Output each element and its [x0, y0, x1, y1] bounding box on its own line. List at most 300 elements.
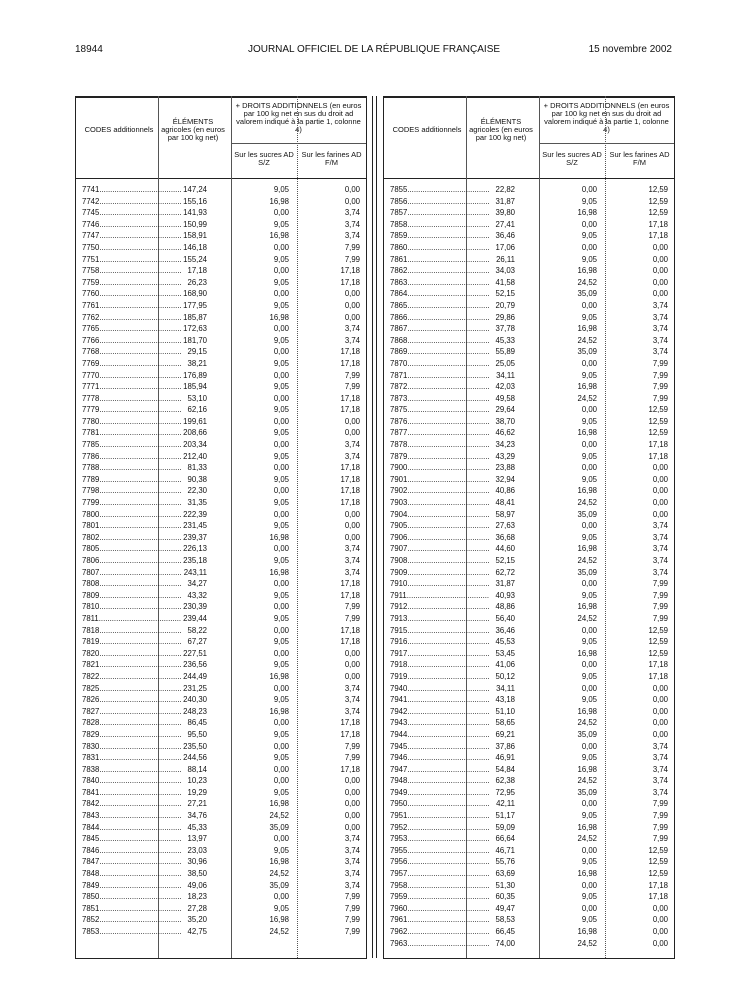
table-row [76, 868, 366, 880]
row-elements: 235,50 [183, 741, 207, 751]
row-elements: 155,24 [183, 254, 207, 264]
row-sucres: 9,05 [273, 695, 289, 705]
row-code: 7902...................................... [390, 486, 490, 496]
row-sucres: 24,52 [577, 938, 597, 948]
row-sucres: 0,00 [581, 219, 597, 229]
row-code: 7778...................................... [82, 393, 182, 403]
row-code: 7941...................................... [390, 695, 490, 705]
row-farines: 3,74 [344, 880, 360, 890]
row-sucres: 16,98 [577, 208, 597, 218]
row-elements: 52,15 [495, 556, 515, 565]
row-sucres: 16,98 [577, 486, 597, 496]
row-code: 7838...................................... [82, 764, 182, 774]
row-farines: 17,18 [340, 474, 360, 484]
row-farines: 12,59 [648, 416, 668, 426]
row-farines: 17,18 [340, 590, 360, 600]
row-elements: 35,20 [187, 915, 207, 925]
table-body [384, 184, 674, 949]
row-elements: 231,45 [183, 521, 207, 531]
row-elements: 46,71 [495, 845, 515, 855]
row-farines: 0,00 [344, 660, 360, 670]
table-row [76, 532, 366, 544]
table-row [76, 265, 366, 277]
row-elements: 50,12 [495, 671, 515, 681]
table-row [76, 381, 366, 393]
row-code: 7845...................................... [82, 834, 182, 844]
row-farines: 3,74 [652, 335, 668, 345]
row-code: 7908...................................... [390, 556, 490, 565]
row-farines: 3,74 [652, 300, 668, 310]
table-row [384, 601, 674, 613]
table-row [76, 845, 366, 857]
table-row [384, 288, 674, 300]
row-code: 7830...................................... [82, 741, 182, 751]
table-row [384, 543, 674, 555]
row-farines: 3,74 [344, 706, 360, 716]
row-code: 7801...................................... [82, 521, 182, 531]
row-elements: 239,44 [183, 613, 207, 623]
row-sucres: 0,00 [273, 416, 289, 426]
row-elements: 58,65 [495, 718, 515, 728]
row-sucres: 16,98 [577, 602, 597, 612]
table-row [76, 474, 366, 486]
row-code: 7798...................................... [82, 486, 182, 496]
row-code: 7919...................................... [390, 671, 490, 681]
row-code: 7952...................................... [390, 822, 490, 832]
row-farines: 12,59 [648, 625, 668, 635]
table-row [384, 520, 674, 532]
row-sucres: 9,05 [273, 277, 289, 287]
row-code: 7856...................................... [390, 196, 490, 206]
table-row [76, 184, 366, 196]
row-elements: 66,64 [495, 834, 515, 844]
row-elements: 31,35 [187, 498, 207, 508]
row-elements: 39,80 [495, 208, 515, 218]
row-sucres: 16,98 [269, 706, 289, 716]
row-code: 7858...................................... [390, 219, 490, 229]
row-elements: 59,09 [495, 822, 515, 832]
row-farines: 17,18 [340, 463, 360, 473]
table-row [384, 474, 674, 486]
row-code: 7745...................................... [82, 208, 182, 218]
table-row [384, 613, 674, 625]
row-code: 7955...................................... [390, 845, 490, 855]
row-elements: 244,49 [183, 671, 207, 681]
row-code: 7840...................................... [82, 776, 182, 786]
row-farines: 0,00 [652, 463, 668, 473]
row-sucres: 9,05 [581, 254, 597, 264]
row-farines: 17,18 [648, 219, 668, 229]
table-row [76, 370, 366, 382]
row-code: 7864...................................... [390, 289, 490, 299]
row-farines: 3,74 [344, 451, 360, 461]
row-elements: 147,24 [183, 185, 207, 194]
row-elements: 32,94 [495, 474, 515, 484]
row-farines: 12,59 [648, 869, 668, 879]
row-farines: 0,00 [652, 254, 668, 264]
row-farines: 3,74 [344, 556, 360, 565]
row-farines: 3,74 [652, 753, 668, 763]
row-sucres: 9,05 [273, 382, 289, 392]
table-row [76, 242, 366, 254]
row-sucres: 0,00 [273, 463, 289, 473]
row-code: 7843...................................... [82, 811, 182, 821]
row-elements: 55,76 [495, 857, 515, 867]
table-row [384, 300, 674, 312]
row-sucres: 24,52 [577, 393, 597, 403]
row-sucres: 9,05 [273, 300, 289, 310]
row-farines: 0,00 [652, 486, 668, 496]
row-code: 7759...................................... [82, 277, 182, 287]
codes-header: CODES additionnels [84, 125, 154, 134]
row-farines: 0,00 [344, 811, 360, 821]
row-code: 7831...................................... [82, 753, 182, 763]
column-separator [372, 96, 377, 958]
row-farines: 17,18 [648, 671, 668, 681]
row-code: 7942...................................... [390, 706, 490, 716]
row-code: 7900...................................... [390, 463, 490, 473]
row-farines: 0,00 [652, 915, 668, 925]
table-row [384, 335, 674, 347]
table-row [384, 207, 674, 219]
row-sucres: 24,52 [577, 613, 597, 623]
row-elements: 222,39 [183, 509, 207, 519]
row-elements: 44,60 [495, 544, 515, 554]
row-code: 7811...................................... [82, 613, 182, 623]
row-elements: 243,11 [183, 567, 207, 577]
table-row [384, 810, 674, 822]
table-row [76, 451, 366, 463]
row-farines: 3,74 [652, 776, 668, 786]
row-sucres: 0,00 [581, 185, 597, 194]
row-sucres: 24,52 [269, 811, 289, 821]
row-sucres: 0,00 [273, 602, 289, 612]
row-sucres: 9,05 [581, 370, 597, 380]
table-row [76, 706, 366, 718]
row-sucres: 9,05 [581, 532, 597, 542]
row-elements: 62,72 [495, 567, 515, 577]
row-elements: 42,03 [495, 382, 515, 392]
row-code: 7916...................................... [390, 637, 490, 647]
row-code: 7800...................................... [82, 509, 182, 519]
row-code: 7860...................................... [390, 242, 490, 252]
row-elements: 34,11 [496, 370, 515, 380]
row-farines: 0,00 [652, 498, 668, 508]
row-sucres: 35,09 [577, 787, 597, 797]
row-elements: 72,95 [495, 787, 515, 797]
table-row [76, 659, 366, 671]
row-farines: 0,00 [652, 927, 668, 936]
table-row [384, 648, 674, 660]
row-farines: 0,00 [652, 242, 668, 252]
row-farines: 3,74 [344, 683, 360, 693]
row-farines: 17,18 [648, 231, 668, 241]
row-code: 7779...................................... [82, 405, 182, 415]
row-code: 7828...................................... [82, 718, 182, 728]
row-code: 7870...................................... [390, 358, 490, 368]
row-sucres: 0,00 [273, 544, 289, 554]
row-sucres: 0,00 [273, 579, 289, 589]
row-sucres: 9,05 [581, 637, 597, 647]
row-code: 7877...................................... [390, 428, 490, 438]
row-elements: 58,53 [495, 915, 515, 925]
row-code: 7878...................................... [390, 440, 490, 450]
row-farines: 7,99 [652, 799, 668, 809]
row-code: 7947...................................... [390, 764, 490, 774]
row-sucres: 0,00 [581, 903, 597, 913]
row-sucres: 9,05 [273, 613, 289, 623]
table-row [384, 532, 674, 544]
row-elements: 26,23 [187, 277, 207, 287]
row-farines: 7,99 [652, 382, 668, 392]
row-code: 7953...................................... [390, 834, 490, 844]
row-sucres: 16,98 [577, 648, 597, 658]
row-elements: 146,18 [183, 242, 207, 252]
table-row [76, 196, 366, 208]
table-body [76, 184, 366, 938]
row-sucres: 24,52 [577, 498, 597, 508]
row-code: 7956...................................... [390, 857, 490, 867]
table-row [384, 439, 674, 451]
table-row [76, 601, 366, 613]
row-sucres: 9,05 [581, 474, 597, 484]
row-sucres: 0,00 [273, 892, 289, 902]
table-row [384, 485, 674, 497]
row-code: 7846...................................... [82, 845, 182, 855]
row-sucres: 9,05 [581, 196, 597, 206]
table-row [384, 393, 674, 405]
table-row [76, 798, 366, 810]
row-code: 7841...................................... [82, 787, 182, 797]
row-elements: 37,78 [495, 324, 515, 334]
table-row [76, 497, 366, 509]
row-code: 7875...................................... [390, 405, 490, 415]
row-code: 7829...................................... [82, 729, 182, 739]
row-elements: 26,11 [496, 254, 515, 264]
row-sucres: 9,05 [273, 185, 289, 194]
row-sucres: 0,00 [581, 405, 597, 415]
row-elements: 90,38 [187, 474, 207, 484]
row-elements: 40,86 [495, 486, 515, 496]
row-elements: 49,06 [187, 880, 207, 890]
table-row [76, 648, 366, 660]
row-code: 7761...................................... [82, 300, 182, 310]
table-row [76, 741, 366, 753]
table-row [384, 694, 674, 706]
row-sucres: 9,05 [581, 590, 597, 600]
table-row [384, 370, 674, 382]
row-farines: 0,00 [652, 266, 668, 276]
row-sucres: 16,98 [577, 869, 597, 879]
row-code: 7766...................................... [82, 335, 182, 345]
table-row [76, 926, 366, 938]
row-sucres: 35,09 [577, 509, 597, 519]
table-row [76, 787, 366, 799]
row-elements: 203,34 [183, 440, 207, 450]
row-sucres: 16,98 [269, 857, 289, 867]
row-code: 7946...................................... [390, 753, 490, 763]
row-farines: 0,00 [652, 695, 668, 705]
row-sucres: 9,05 [273, 729, 289, 739]
row-sucres: 16,98 [269, 312, 289, 322]
row-code: 7862...................................... [390, 266, 490, 276]
row-sucres: 0,00 [581, 579, 597, 589]
row-code: 7879...................................... [390, 451, 490, 461]
row-sucres: 9,05 [273, 498, 289, 508]
row-code: 7780...................................... [82, 416, 182, 426]
row-farines: 3,74 [652, 556, 668, 565]
row-sucres: 9,05 [273, 787, 289, 797]
row-code: 7959...................................... [390, 892, 490, 902]
row-code: 7819...................................... [82, 637, 182, 647]
row-farines: 7,99 [344, 382, 360, 392]
row-farines: 0,00 [344, 787, 360, 797]
table-row [76, 717, 366, 729]
row-elements: 63,69 [495, 869, 515, 879]
table-row [384, 822, 674, 834]
row-elements: 18,23 [187, 892, 207, 902]
row-sucres: 35,09 [577, 289, 597, 299]
row-farines: 7,99 [344, 602, 360, 612]
row-farines: 0,00 [344, 300, 360, 310]
row-code: 7789...................................... [82, 474, 182, 484]
row-sucres: 9,05 [581, 416, 597, 426]
table-row [384, 659, 674, 671]
table-row [384, 555, 674, 567]
row-sucres: 24,52 [269, 927, 289, 936]
table-row [76, 752, 366, 764]
row-sucres: 0,00 [273, 208, 289, 218]
row-sucres: 35,09 [269, 822, 289, 832]
row-code: 7950...................................... [390, 799, 490, 809]
row-elements: 43,18 [495, 695, 515, 705]
row-elements: 55,89 [495, 347, 515, 357]
row-elements: 86,45 [187, 718, 207, 728]
row-farines: 0,00 [652, 683, 668, 693]
row-farines: 7,99 [344, 242, 360, 252]
row-code: 7751...................................... [82, 254, 182, 264]
row-code: 7940...................................... [390, 683, 490, 693]
row-sucres: 16,98 [577, 706, 597, 716]
row-code: 7765...................................... [82, 324, 182, 334]
table-row [76, 903, 366, 915]
row-code: 7760...................................... [82, 289, 182, 299]
row-code: 7771...................................... [82, 382, 182, 392]
row-farines: 3,74 [344, 845, 360, 855]
row-elements: 40,93 [495, 590, 515, 600]
row-sucres: 9,05 [273, 637, 289, 647]
row-sucres: 0,00 [273, 347, 289, 357]
row-code: 7848...................................... [82, 869, 182, 879]
row-farines: 17,18 [340, 498, 360, 508]
row-code: 7799...................................... [82, 498, 182, 508]
row-code: 7951...................................... [390, 811, 490, 821]
row-elements: 60,35 [495, 892, 515, 902]
row-farines: 0,00 [344, 289, 360, 299]
row-farines: 17,18 [340, 718, 360, 728]
row-sucres: 24,52 [269, 869, 289, 879]
table-row [76, 230, 366, 242]
row-farines: 12,59 [648, 637, 668, 647]
table-row [76, 277, 366, 289]
table-row [384, 497, 674, 509]
row-sucres: 24,52 [577, 718, 597, 728]
table-row [76, 485, 366, 497]
row-elements: 56,40 [495, 613, 515, 623]
table-row [384, 775, 674, 787]
row-farines: 17,18 [648, 451, 668, 461]
table-row [384, 671, 674, 683]
row-code: 7810...................................... [82, 602, 182, 612]
row-code: 7820...................................... [82, 648, 182, 658]
row-elements: 176,89 [183, 370, 207, 380]
row-farines: 0,00 [652, 903, 668, 913]
table-row [76, 312, 366, 324]
row-sucres: 35,09 [577, 567, 597, 577]
row-farines: 0,00 [652, 509, 668, 519]
row-sucres: 16,98 [577, 822, 597, 832]
row-elements: 13,97 [187, 834, 207, 844]
row-farines: 3,74 [652, 324, 668, 334]
row-sucres: 0,00 [273, 718, 289, 728]
elements-header: ÉLÉMENTS agricoles (en euros par 100 kg net) [469, 117, 533, 142]
table-row [76, 822, 366, 834]
row-code: 7910...................................... [390, 579, 490, 589]
row-farines: 0,00 [344, 312, 360, 322]
row-elements: 22,82 [495, 185, 515, 194]
row-elements: 45,33 [187, 822, 207, 832]
row-farines: 0,00 [652, 277, 668, 287]
row-code: 7818...................................... [82, 625, 182, 635]
row-sucres: 0,00 [581, 242, 597, 252]
row-elements: 58,22 [187, 625, 207, 635]
row-farines: 3,74 [344, 567, 360, 577]
table-row [76, 346, 366, 358]
table-row [384, 903, 674, 915]
row-farines: 12,59 [648, 648, 668, 658]
row-code: 7917...................................... [390, 648, 490, 658]
row-elements: 48,41 [495, 498, 515, 508]
row-sucres: 9,05 [273, 335, 289, 345]
table-row [384, 706, 674, 718]
table-row [384, 427, 674, 439]
table-row [384, 868, 674, 880]
row-sucres: 0,00 [581, 880, 597, 890]
table-row [76, 555, 366, 567]
row-farines: 0,00 [344, 822, 360, 832]
table-row [384, 636, 674, 648]
row-farines: 17,18 [340, 358, 360, 368]
row-elements: 158,91 [183, 231, 207, 241]
row-code: 7906...................................... [390, 532, 490, 542]
row-farines: 3,74 [652, 532, 668, 542]
table-row [384, 798, 674, 810]
row-farines: 17,18 [340, 405, 360, 415]
row-farines: 3,74 [344, 335, 360, 345]
row-farines: 0,00 [344, 776, 360, 786]
row-code: 7825...................................... [82, 683, 182, 693]
table-row [76, 567, 366, 579]
row-sucres: 9,05 [273, 556, 289, 565]
row-sucres: 0,00 [581, 300, 597, 310]
table-row [76, 358, 366, 370]
row-farines: 3,74 [652, 347, 668, 357]
row-elements: 10,23 [187, 776, 207, 786]
row-sucres: 9,05 [273, 845, 289, 855]
row-elements: 185,94 [183, 382, 207, 392]
row-code: 7961...................................... [390, 915, 490, 925]
row-code: 7805...................................... [82, 544, 182, 554]
